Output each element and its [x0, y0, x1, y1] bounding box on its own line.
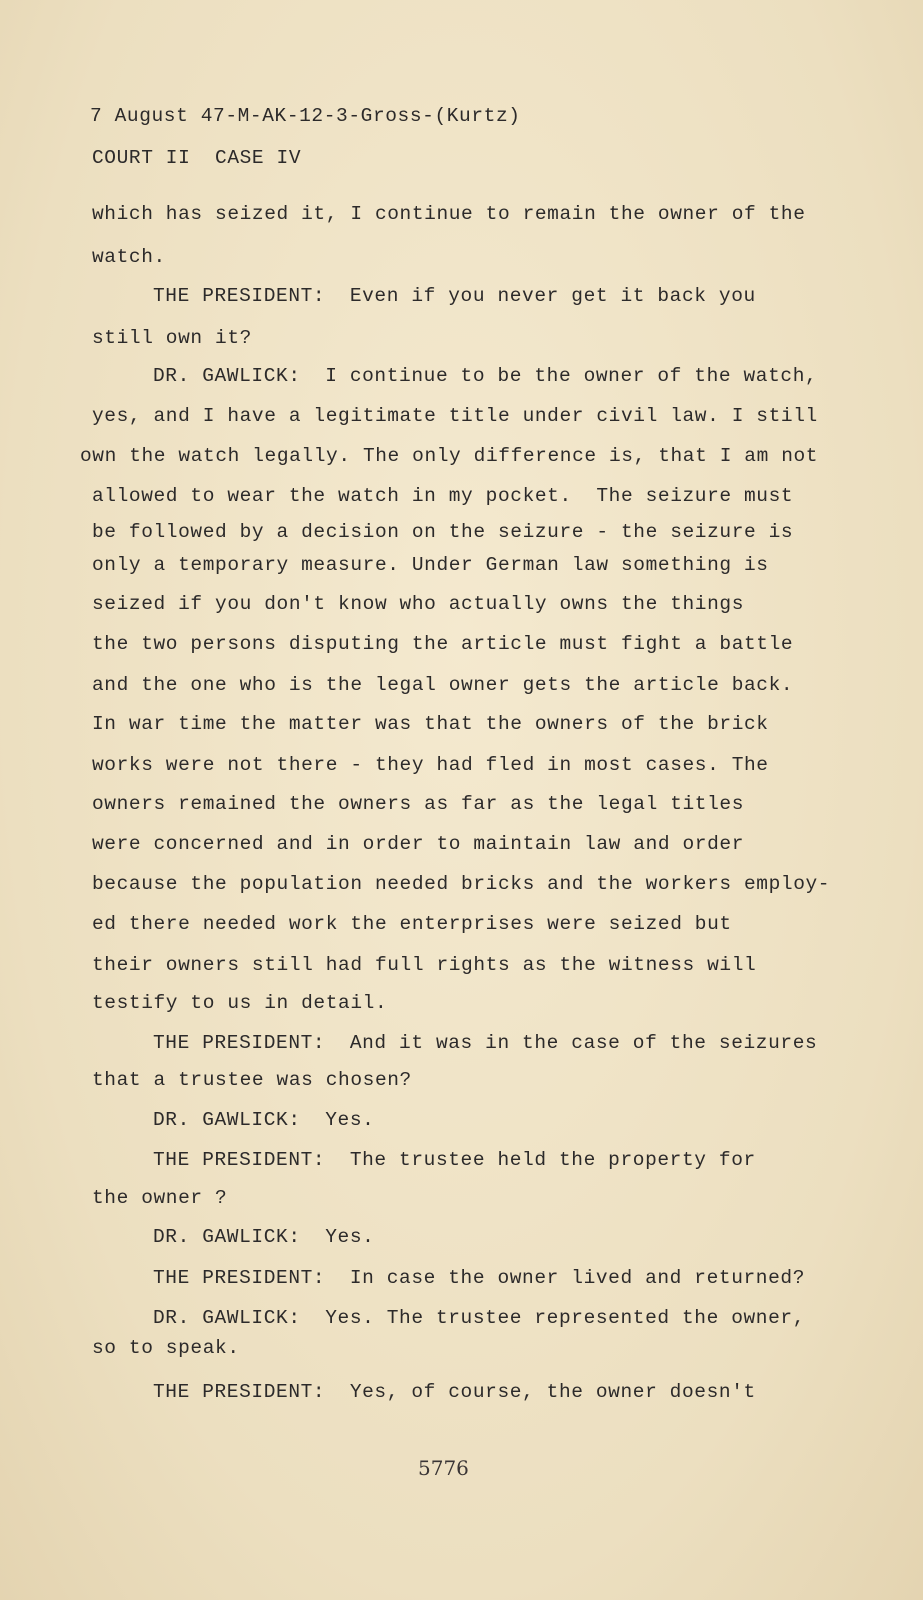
transcript-line: DR. GAWLICK: I continue to be the owner of the watch,: [153, 365, 818, 387]
transcript-line: because the population needed bricks and the workers employ-: [92, 873, 831, 895]
transcript-line: DR. GAWLICK: Yes.: [153, 1226, 375, 1248]
page-number: 5776: [418, 1456, 469, 1480]
transcript-line: ed there needed work the enterprises were seized but: [92, 913, 732, 935]
court-case-label: COURT II CASE IV: [92, 147, 302, 169]
transcript-line: only a temporary measure. Under German law something is: [92, 554, 769, 576]
transcript-line: owners remained the owners as far as the legal titles: [92, 793, 745, 815]
transcript-line: own the watch legally. The only difference is, that I am not: [80, 445, 819, 467]
transcript-line: works were not there - they had fled in most cases. The: [92, 754, 769, 776]
transcript-line: which has seized it, I continue to remain the owner of the: [92, 203, 806, 225]
header-caption: 7 August 47-M-AK-12-3-Gross-(Kurtz): [90, 105, 521, 127]
transcript-line: so to speak.: [92, 1337, 240, 1359]
transcript-line: that a trustee was chosen?: [92, 1069, 412, 1091]
transcript-line: THE PRESIDENT: The trustee held the property for: [153, 1149, 756, 1171]
transcript-line: were concerned and in order to maintain law and order: [92, 833, 745, 855]
transcript-line: allowed to wear the watch in my pocket. The seizure must: [92, 485, 794, 507]
transcript-line: testify to us in detail.: [92, 992, 388, 1014]
transcript-line: THE PRESIDENT: Even if you never get it back you: [153, 285, 756, 307]
transcript-line: yes, and I have a legitimate title under civil law. I still: [92, 405, 818, 427]
transcript-line: their owners still had full rights as the witness will: [92, 954, 757, 976]
transcript-line: and the one who is the legal owner gets the article back.: [92, 674, 794, 696]
transcript-line: watch.: [92, 246, 166, 268]
transcript-line: In war time the matter was that the owners of the brick: [92, 713, 769, 735]
transcript-line: the owner ?: [92, 1187, 228, 1209]
transcript-line: THE PRESIDENT: And it was in the case of the seizures: [153, 1032, 818, 1054]
transcript-line: THE PRESIDENT: In case the owner lived and returned?: [153, 1267, 806, 1289]
transcript-line: be followed by a decision on the seizure - the seizure is: [92, 521, 794, 543]
transcript-line: the two persons disputing the article must fight a battle: [92, 633, 794, 655]
transcript-line: THE PRESIDENT: Yes, of course, the owner doesn't: [153, 1381, 756, 1403]
transcript-line: seized if you don't know who actually owns the things: [92, 593, 745, 615]
transcript-line: still own it?: [92, 327, 252, 349]
transcript-line: DR. GAWLICK: Yes. The trustee represented the owner,: [153, 1307, 806, 1329]
transcript-line: DR. GAWLICK: Yes.: [153, 1109, 375, 1131]
